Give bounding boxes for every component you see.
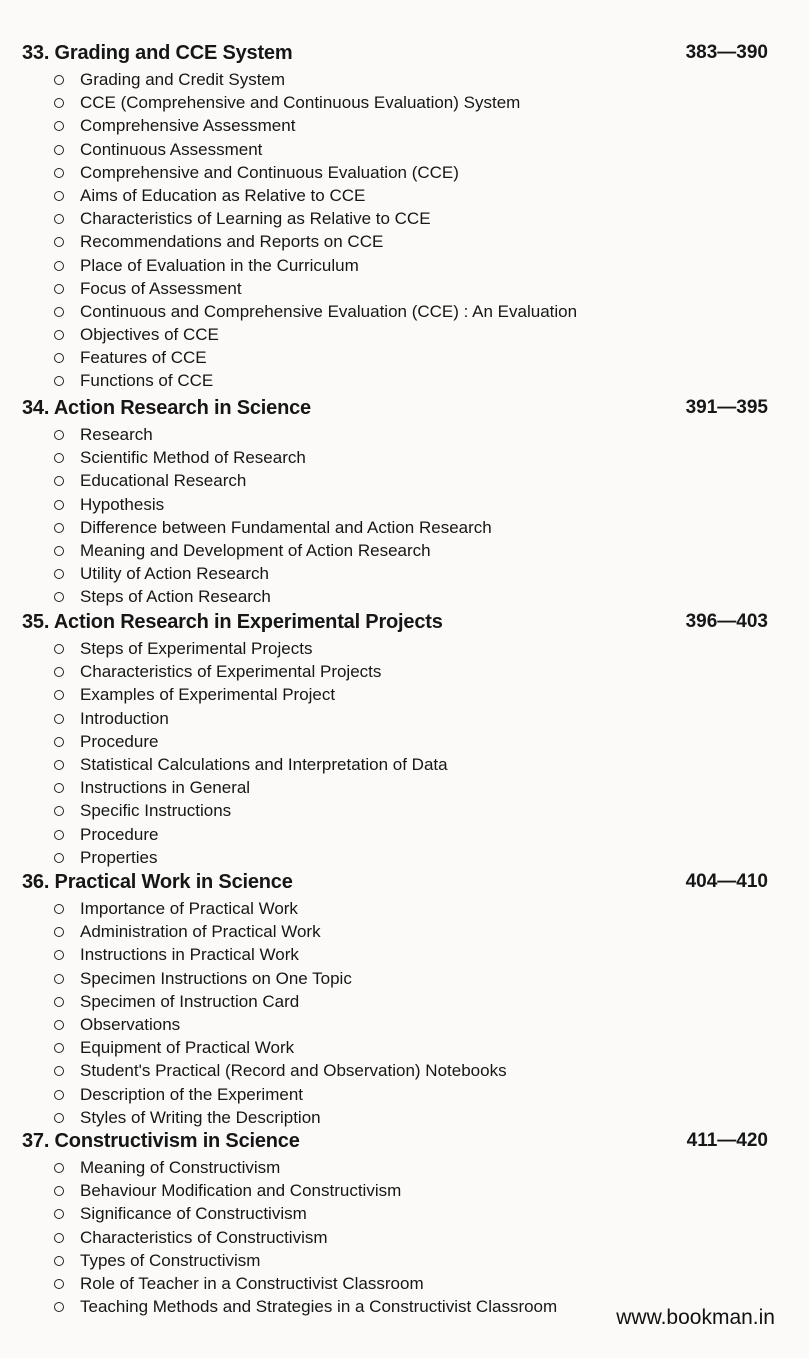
topic-label: Functions of CCE (80, 371, 214, 391)
topic-label: Specimen of Instruction Card (80, 991, 300, 1011)
circle-bullet-icon (54, 453, 64, 463)
topic-item (0, 660, 809, 683)
topic-item (0, 799, 809, 822)
topic-label: Administration of Practical Work (80, 922, 321, 942)
topic-label: Steps of Action Research (80, 587, 271, 607)
circle-bullet-icon (54, 1020, 64, 1030)
circle-bullet-icon (54, 376, 64, 386)
topic-item (0, 277, 809, 300)
topic-item (0, 1083, 809, 1106)
circle-bullet-icon (54, 783, 64, 793)
topic-item (0, 469, 809, 492)
topic-label: Procedure (80, 824, 159, 844)
topic-item (0, 753, 809, 776)
topic-item (0, 1226, 809, 1249)
circle-bullet-icon (54, 1066, 64, 1076)
circle-bullet-icon (54, 1209, 64, 1219)
circle-bullet-icon (54, 1233, 64, 1243)
topic-item (0, 230, 809, 253)
chapter-title: 37. Constructivism in Science (22, 1130, 300, 1152)
topic-list (0, 637, 809, 869)
chapter-heading (0, 42, 809, 68)
topic-item (0, 846, 809, 869)
topic-label: Features of CCE (80, 348, 207, 368)
circle-bullet-icon (54, 714, 64, 724)
circle-bullet-icon (54, 98, 64, 108)
topic-item (0, 823, 809, 846)
topic-item (0, 1179, 809, 1202)
topic-label: Difference between Fundamental and Action Research (80, 517, 492, 537)
watermark: www.bookman.in (616, 1306, 775, 1329)
topic-item (0, 346, 809, 369)
circle-bullet-icon (54, 191, 64, 201)
topic-item (0, 300, 809, 323)
topic-label: Properties (80, 847, 158, 867)
topic-item (0, 1106, 809, 1129)
topic-item (0, 1249, 809, 1272)
topic-label: Meaning and Development of Action Research (80, 540, 431, 560)
chapter-heading (0, 1130, 809, 1156)
topic-label: CCE (Comprehensive and Continuous Evaluation) System (80, 93, 521, 113)
circle-bullet-icon (54, 121, 64, 131)
circle-bullet-icon (54, 237, 64, 247)
topic-item (0, 920, 809, 943)
topic-label: Equipment of Practical Work (80, 1038, 295, 1058)
circle-bullet-icon (54, 214, 64, 224)
topic-label: Observations (80, 1014, 181, 1034)
topic-label: Instructions in General (80, 778, 251, 798)
topic-label: Significance of Constructivism (80, 1204, 307, 1224)
topic-label: Procedure (80, 731, 159, 751)
chapter-page-range: 411—420 (686, 1130, 768, 1151)
topic-item (0, 967, 809, 990)
topic-label: Comprehensive and Continuous Evaluation (CCE) (80, 162, 459, 182)
chapter-heading (0, 611, 809, 637)
circle-bullet-icon (54, 737, 64, 747)
topic-label: Characteristics of Learning as Relative to CCE (80, 209, 431, 229)
topic-item (0, 323, 809, 346)
topic-label: Specific Instructions (80, 801, 232, 821)
topic-label: Continuous Assessment (80, 139, 263, 159)
chapter-title: 36. Practical Work in Science (22, 871, 293, 893)
topic-item (0, 254, 809, 277)
topic-item (0, 585, 809, 608)
topic-item (0, 943, 809, 966)
topic-item (0, 91, 809, 114)
chapter-section (0, 397, 809, 609)
circle-bullet-icon (54, 904, 64, 914)
circle-bullet-icon (54, 1090, 64, 1100)
topic-label: Aims of Education as Relative to CCE (80, 185, 366, 205)
circle-bullet-icon (54, 853, 64, 863)
circle-bullet-icon (54, 1043, 64, 1053)
topic-label: Recommendations and Reports on CCE (80, 232, 384, 252)
topic-label: Research (80, 425, 153, 444)
circle-bullet-icon (54, 644, 64, 654)
circle-bullet-icon (54, 1256, 64, 1266)
chapter-section (0, 42, 809, 393)
chapter-page-range: 404—410 (685, 871, 768, 892)
topic-list (0, 68, 809, 393)
chapter-page-range: 383—390 (685, 42, 768, 63)
topic-item (0, 446, 809, 469)
circle-bullet-icon (54, 430, 64, 440)
topic-item (0, 1272, 809, 1295)
topic-label: Focus of Assessment (80, 278, 242, 298)
topic-item (0, 1013, 809, 1036)
circle-bullet-icon (54, 500, 64, 510)
circle-bullet-icon (54, 145, 64, 155)
chapter-heading (0, 871, 809, 897)
chapter-section (0, 871, 809, 1129)
topic-label: Specimen Instructions on One Topic (80, 968, 352, 988)
circle-bullet-icon (54, 1302, 64, 1312)
topic-item (0, 1156, 809, 1179)
topic-label: Instructions in Practical Work (80, 945, 299, 965)
topic-item (0, 161, 809, 184)
topic-item (0, 1202, 809, 1225)
circle-bullet-icon (54, 569, 64, 579)
topic-label: Objectives of CCE (80, 325, 219, 345)
chapter-section (0, 611, 809, 869)
topic-item (0, 207, 809, 230)
circle-bullet-icon (54, 667, 64, 677)
topic-label: Teaching Methods and Strategies in a Constructivist Classroom (80, 1297, 558, 1317)
circle-bullet-icon (54, 330, 64, 340)
topic-label: Continuous and Comprehensive Evaluation (CCE) : An Evaluation (80, 301, 578, 321)
circle-bullet-icon (54, 523, 64, 533)
topic-item (0, 114, 809, 137)
topic-item (0, 897, 809, 920)
topic-item (0, 683, 809, 706)
chapter-title: 34. Action Research in Science (22, 397, 311, 419)
topic-list (0, 897, 809, 1129)
chapter-title: 33. Grading and CCE System (22, 42, 293, 64)
topic-item (0, 369, 809, 392)
topic-label: Student's Practical (Record and Observation) Notebooks (80, 1061, 507, 1081)
topic-item (0, 493, 809, 516)
circle-bullet-icon (54, 760, 64, 770)
circle-bullet-icon (54, 997, 64, 1007)
topic-label: Behaviour Modification and Constructivism (80, 1181, 402, 1201)
topic-item (0, 184, 809, 207)
topic-label: Steps of Experimental Projects (80, 639, 313, 658)
circle-bullet-icon (54, 950, 64, 960)
topic-item (0, 637, 809, 660)
chapter-heading (0, 397, 809, 423)
topic-list (0, 1156, 809, 1318)
topic-label: Role of Teacher in a Constructivist Classroom (80, 1273, 424, 1293)
topic-label: Styles of Writing the Description (80, 1107, 321, 1127)
circle-bullet-icon (54, 592, 64, 602)
topic-label: Examples of Experimental Project (80, 685, 336, 705)
chapter-section (0, 1130, 809, 1318)
circle-bullet-icon (54, 1186, 64, 1196)
circle-bullet-icon (54, 476, 64, 486)
topic-label: Educational Research (80, 471, 247, 491)
topic-label: Grading and Credit System (80, 70, 286, 89)
topic-list (0, 423, 809, 609)
topic-item (0, 730, 809, 753)
topic-item (0, 516, 809, 539)
topic-item (0, 1036, 809, 1059)
circle-bullet-icon (54, 168, 64, 178)
topic-label: Statistical Calculations and Interpretation of Data (80, 754, 448, 774)
circle-bullet-icon (54, 1113, 64, 1123)
circle-bullet-icon (54, 261, 64, 271)
chapter-page-range: 396—403 (685, 611, 768, 632)
topic-item (0, 138, 809, 161)
circle-bullet-icon (54, 927, 64, 937)
topic-item (0, 562, 809, 585)
circle-bullet-icon (54, 284, 64, 294)
topic-label: Hypothesis (80, 494, 165, 514)
topic-label: Introduction (80, 708, 169, 728)
topic-label: Characteristics of Experimental Projects (80, 662, 382, 682)
topic-label: Place of Evaluation in the Curriculum (80, 255, 359, 275)
topic-label: Meaning of Constructivism (80, 1158, 281, 1177)
topic-item (0, 776, 809, 799)
topic-item (0, 539, 809, 562)
circle-bullet-icon (54, 690, 64, 700)
topic-label: Characteristics of Constructivism (80, 1227, 328, 1247)
topic-label: Utility of Action Research (80, 564, 269, 584)
topic-label: Importance of Practical Work (80, 899, 298, 918)
circle-bullet-icon (54, 546, 64, 556)
circle-bullet-icon (54, 353, 64, 363)
topic-item (0, 990, 809, 1013)
topic-item (0, 423, 809, 446)
circle-bullet-icon (54, 806, 64, 816)
topic-label: Types of Constructivism (80, 1250, 261, 1270)
circle-bullet-icon (54, 1163, 64, 1173)
topic-item (0, 1059, 809, 1082)
topic-item (0, 68, 809, 91)
topic-label: Comprehensive Assessment (80, 116, 296, 136)
topic-item (0, 707, 809, 730)
circle-bullet-icon (54, 974, 64, 984)
circle-bullet-icon (54, 1279, 64, 1289)
circle-bullet-icon (54, 307, 64, 317)
circle-bullet-icon (54, 830, 64, 840)
circle-bullet-icon (54, 75, 64, 85)
chapter-page-range: 391—395 (685, 397, 768, 418)
chapter-title: 35. Action Research in Experimental Projects (22, 611, 443, 633)
topic-label: Scientific Method of Research (80, 448, 306, 468)
topic-label: Description of the Experiment (80, 1084, 303, 1104)
